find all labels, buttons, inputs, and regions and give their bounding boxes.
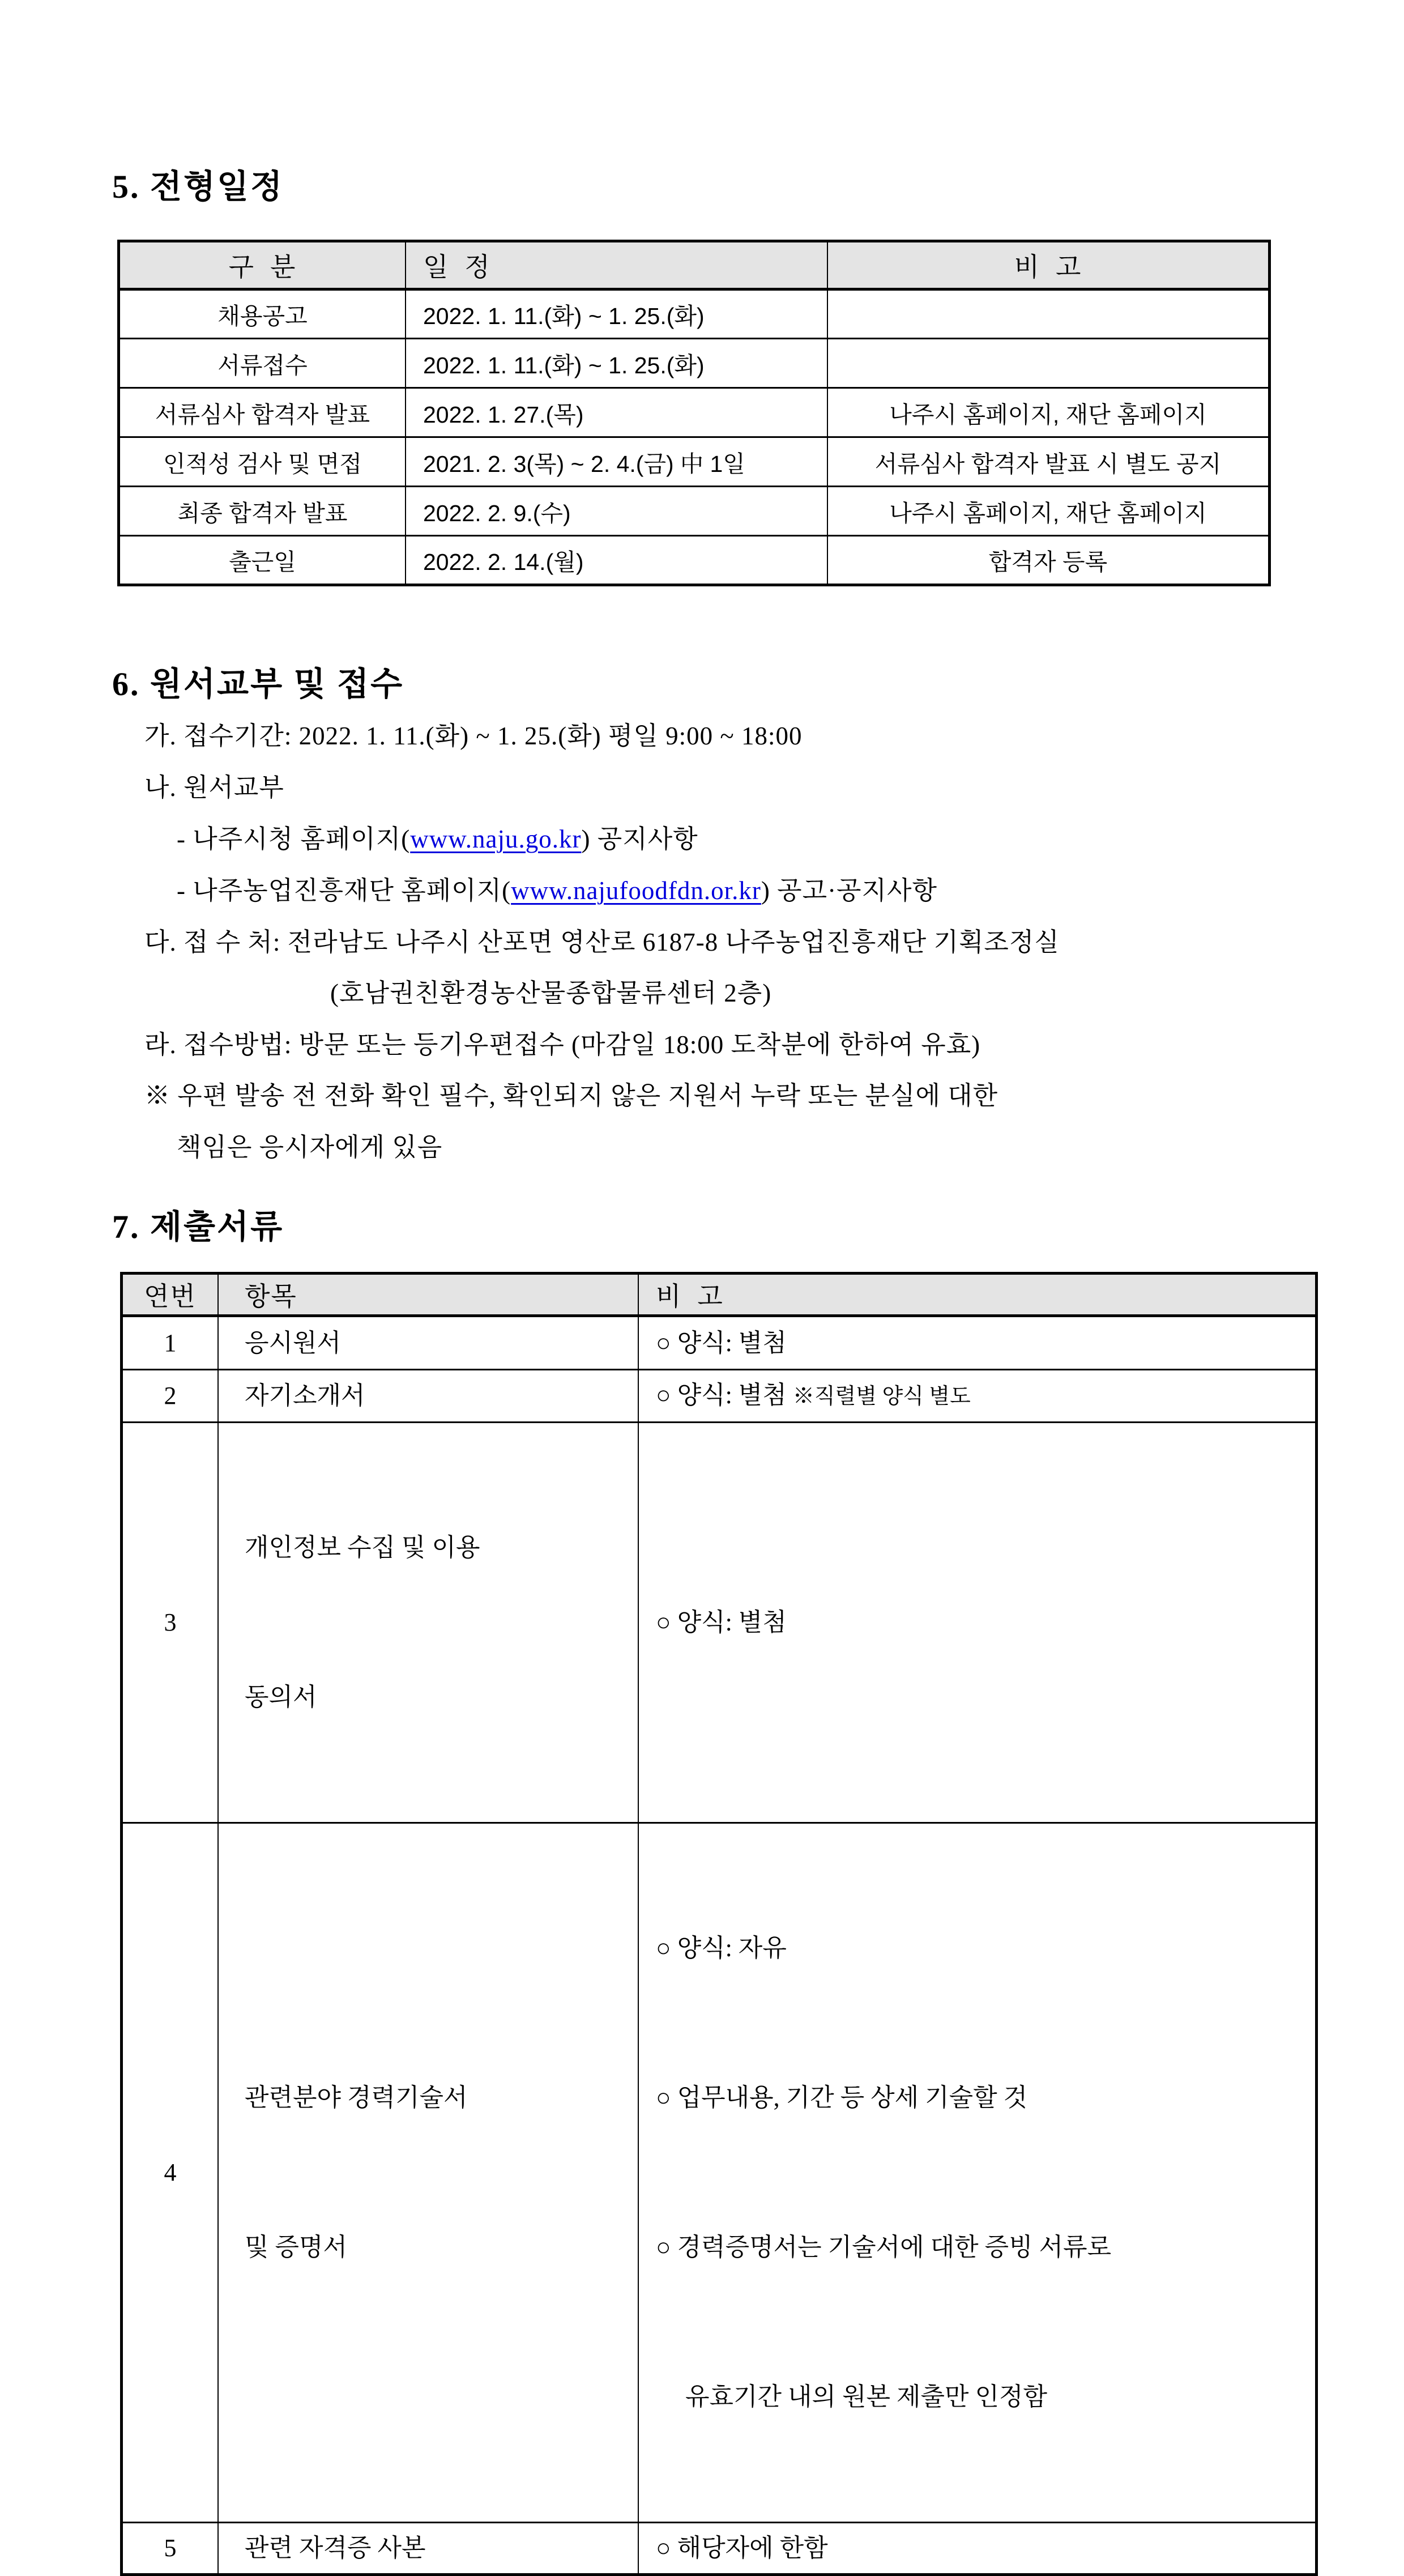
document-no: 5 — [122, 2523, 219, 2575]
table-row — [122, 1316, 1317, 1370]
naju-city-homepage-line — [177, 818, 698, 855]
documents-header-note: 비 고 — [638, 1274, 1317, 1316]
table-row — [119, 437, 1270, 487]
document-no: 4 — [122, 1823, 219, 2523]
schedule-note — [827, 289, 1270, 339]
table-row — [122, 2523, 1317, 2575]
table-row — [119, 487, 1270, 536]
dash2-suffix: ) 공고·공지사항 — [761, 876, 937, 905]
submission-method-line: 라. 접수방법: 방문 또는 등기우편접수 (마감일 18:00 도착분에 한하여 유효) — [144, 1031, 981, 1059]
document-note: ○ 양식: 별첨 — [638, 1316, 1317, 1370]
schedule-header-date: 일 정 — [406, 241, 827, 289]
documents-header-no: 연번 — [122, 1274, 219, 1316]
table-row — [122, 1423, 1317, 1823]
table-row — [119, 388, 1270, 437]
schedule-date: 2022. 1. 11.(화) ~ 1. 25.(화) — [406, 289, 827, 339]
dash1-prefix: - 나주시청 홈페이지( — [177, 825, 411, 853]
schedule-category: 채용공고 — [119, 289, 406, 339]
mail-warning-line1: ※ 우편 발송 전 전화 확인 필수, 확인되지 않은 지원서 누락 또는 분실에 대한 — [144, 1082, 998, 1110]
documents-header-row — [122, 1274, 1317, 1316]
naju-city-url-link[interactable]: www.naju.go.kr — [410, 825, 582, 853]
dash2-prefix: - 나주농업진흥재단 홈페이지( — [177, 876, 511, 905]
schedule-category: 인적성 검사 및 면접 — [119, 437, 406, 487]
foundation-url-link[interactable]: www.najufoodfdn.or.kr — [511, 876, 761, 905]
foundation-homepage-line — [177, 870, 937, 906]
schedule-date: 2022. 1. 27.(목) — [406, 388, 827, 437]
document-note — [638, 1370, 1317, 1423]
schedule-category: 서류접수 — [119, 339, 406, 388]
document-item: 개인정보 수집 및 이용 동의서 — [218, 1423, 638, 1823]
documents-header-item: 항목 — [218, 1274, 638, 1316]
document-item: 자기소개서 — [218, 1370, 638, 1423]
document-item: 관련 자격증 사본 — [218, 2523, 638, 2575]
schedule-category: 출근일 — [119, 536, 406, 585]
section5-title: 5. 전형일정 — [112, 168, 284, 205]
submission-address-line2: (호남권친환경농산물종합물류센터 2층) — [330, 979, 772, 1007]
document-no: 3 — [122, 1423, 219, 1823]
document-item: 관련분야 경력기술서 및 증명서 — [218, 1823, 638, 2523]
documents-table — [120, 1272, 1318, 2576]
schedule-table — [117, 240, 1271, 586]
schedule-header-note: 비 고 — [827, 241, 1270, 289]
table-row — [122, 1370, 1317, 1423]
schedule-note: 나주시 홈페이지, 재단 홈페이지 — [827, 388, 1270, 437]
schedule-date: 2022. 2. 9.(수) — [406, 487, 827, 536]
document-no: 2 — [122, 1370, 219, 1423]
schedule-header-category: 구 분 — [119, 241, 406, 289]
section6-title: 6. 원서교부 및 접수 — [112, 666, 404, 702]
note-small: ※직렬별 양식 별도 — [792, 1385, 971, 1408]
schedule-note: 나주시 홈페이지, 재단 홈페이지 — [827, 487, 1270, 536]
schedule-header-row — [119, 241, 1270, 289]
document-note: ○ 양식: 자유 ○ 업무내용, 기간 등 상세 기술할 것 ○ 경력증명서는 기술서에 대한 증빙 서류로 유효기간 내의 원본 제출만 인정함 — [638, 1823, 1317, 2523]
schedule-note: 합격자 등록 — [827, 536, 1270, 585]
schedule-note: 서류심사 합격자 발표 시 별도 공지 — [827, 437, 1270, 487]
note-main: ○ 양식: 별첨 — [656, 1381, 787, 1409]
table-row — [119, 536, 1270, 585]
document-note: ○ 해당자에 한함 — [638, 2523, 1317, 2575]
form-distribution-line: 나. 원서교부 — [144, 773, 284, 802]
table-row — [119, 289, 1270, 339]
submission-address-line: 다. 접 수 처: 전라남도 나주시 산포면 영산로 6187-8 나주농업진흥재단 기획조정실 — [144, 928, 1060, 956]
document-item: 응시원서 — [218, 1316, 638, 1370]
schedule-date: 2022. 1. 11.(화) ~ 1. 25.(화) — [406, 339, 827, 388]
receipt-period-line: 가. 접수기간: 2022. 1. 11.(화) ~ 1. 25.(화) 평일 9:00 ~ 18:00 — [144, 722, 803, 750]
section7-title: 7. 제출서류 — [112, 1208, 284, 1245]
mail-warning-line2: 책임은 응시자에게 있음 — [177, 1133, 443, 1161]
dash1-suffix: ) 공지사항 — [581, 825, 698, 853]
schedule-category: 서류심사 합격자 발표 — [119, 388, 406, 437]
table-row — [122, 1823, 1317, 2523]
schedule-date: 2022. 2. 14.(월) — [406, 536, 827, 585]
document-no: 1 — [122, 1316, 219, 1370]
schedule-date: 2021. 2. 3(목) ~ 2. 4.(금) 中 1일 — [406, 437, 827, 487]
table-row — [119, 339, 1270, 388]
schedule-category: 최종 합격자 발표 — [119, 487, 406, 536]
schedule-note — [827, 339, 1270, 388]
document-note: ○ 양식: 별첨 — [638, 1423, 1317, 1823]
